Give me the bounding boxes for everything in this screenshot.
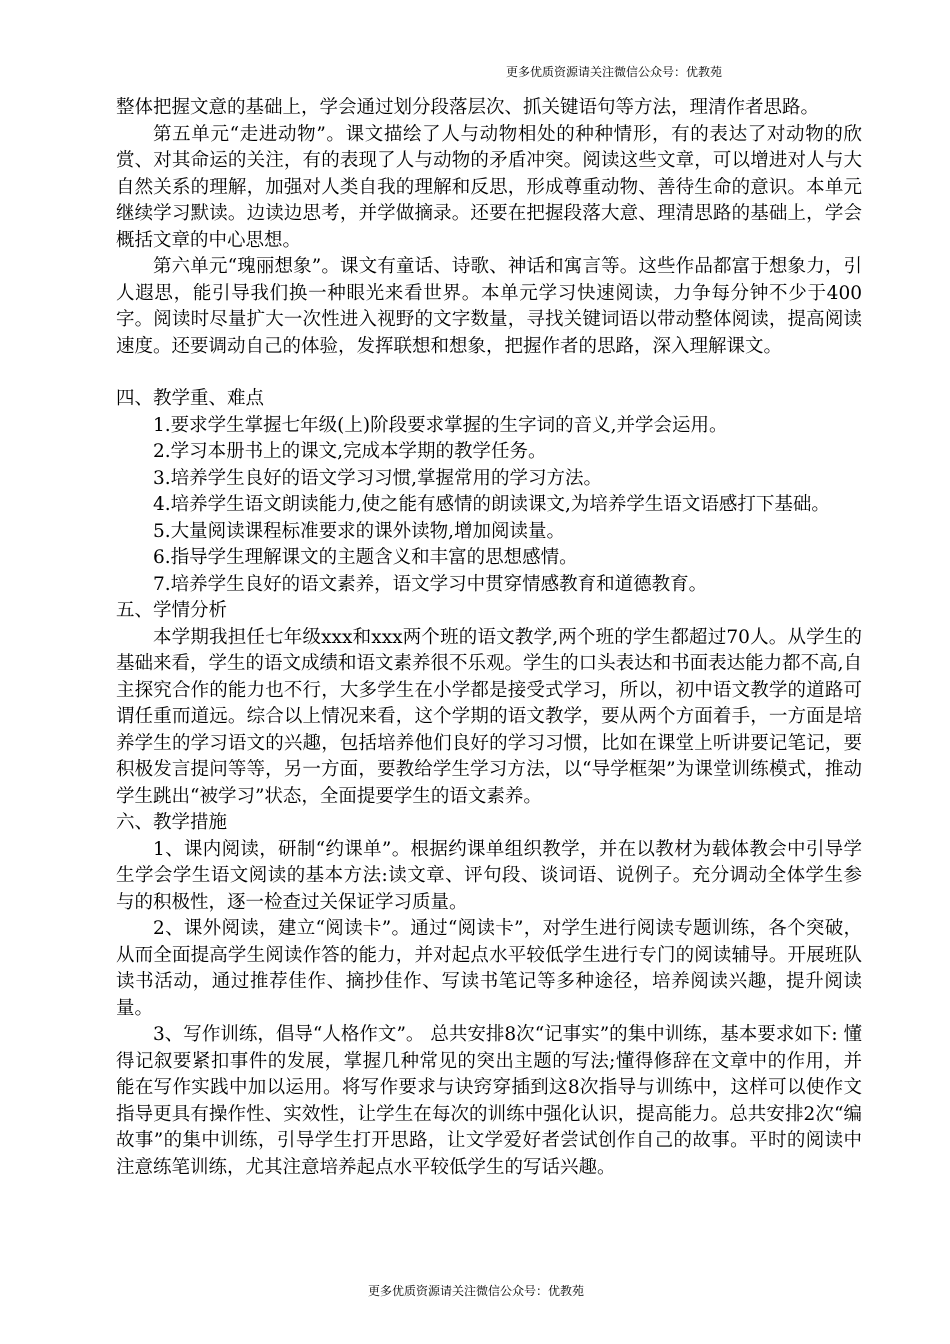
section4-item: 4.培养学生语文朗读能力,使之能有感情的朗读课文,为培养学生语文语感打下基础。 (153, 494, 830, 515)
unit6-paragraph: 第六单元“瑰丽想象”。课文有童话、诗歌、神话和寓言等。这些作品都富于想象力，引人遐思，能引导我们换一种眼光来看世界。本单元学习快速阅读，力争每分钟不少于400字。阅读时尽量扩大一次性进入视野的文字数量，寻找关键词语以带动整体阅读，提高阅读速度。还要调动自己的体验，发挥联想和想象，把握作者的思路，深入理解课文。 (116, 256, 862, 357)
unit5-paragraph: 第五单元“走进动物”。课文描绘了人与动物相处的种种情形，有的表达了对动物的欣赏、对其命运的关注，有的表现了人与动物的矛盾冲突。阅读这些文章，可以增进对人与大自然关系的理解，加强对人类自我的理解和反思，形成尊重动物、善待生命的意识。本单元继续学习默读。边读边思考，并学做摘录。还要在把握段落大意、理清思路的基础上，学会概括文章的中心思想。 (116, 123, 862, 251)
section4-item: 1.要求学生掌握七年级(上)阶段要求掌握的生字词的音义,并学会运用。 (153, 414, 728, 436)
section-spacer (116, 360, 862, 386)
document-body (116, 95, 862, 1181)
section6-item: 2、课外阅读，建立“阅读卡”。通过“阅读卡”，对学生进行阅读专题训练，各个突破，从而全面提高学生阅读作答的能力，并对起点水平较低学生进行专门的阅读辅导。开展班队读书活动，通过推荐佳作、摘抄佳作、写读书笔记等多种途径，培养阅读兴趣，提升阅读量。 (116, 918, 862, 1019)
section4-item: 5.大量阅读课程标准要求的课外读物,增加阅读量。 (153, 520, 566, 542)
section4-item: 6.指导学生理解课文的主题含义和丰富的思想感情。 (153, 547, 578, 568)
section4-item: 2.学习本册书上的课文,完成本学期的教学任务。 (153, 441, 547, 462)
intro-continuation: 整体把握文意的基础上，学会通过划分段落层次、抓关键语句等方法，理清作者思路。 (116, 97, 820, 118)
header-note: 更多优质资源请关注微信公众号：优教苑 (506, 65, 723, 79)
footer-note: 更多优质资源请关注微信公众号：优教苑 (368, 1284, 585, 1298)
section6-item: 1、课内阅读，研制“约课单”。根据约课单组织教学，并在以教材为载体教会中引导学生学会学生语文阅读的基本方法:读文章、评句段、谈词语、说例子。充分调动全体学生参与的积极性，逐一检查过关保证学习质量。 (116, 838, 862, 913)
section6-item: 3、写作训练，倡导“人格作文”。 总共安排8次“记事实”的集中训练，基本要求如下: 懂得记叙要紧扣事件的发展，掌握几种常见的突出主题的写法;懂得修辞在文章中的作用，并能在写作实践中加以运用。将写作要求与诀窍穿插到这8次指导与训练中，这样可以使作文指导更具有操作性、实效性，让学生在每次的训练中强化认识，提高能力。总共安排2次“编故事”的集中训练，引导学生打开思路，让文学爱好者尝试创作自己的故事。平时的阅读中注意练笔训练，尤其注意培养起点水平较低学生的写话兴趣。 (116, 1024, 862, 1178)
section4-item: 3.培养学生良好的语文学习习惯,掌握常用的学习方法。 (153, 467, 603, 489)
section4-heading: 四、教学重、难点 (116, 388, 265, 409)
section5-heading: 五、学情分析 (116, 600, 228, 621)
section6-heading: 六、教学措施 (116, 812, 228, 833)
section5-body: 本学期我担任七年级xxx和xxx两个班的语文教学,两个班的学生都超过70人。从学生的基础来看，学生的语文成绩和语文素养很不乐观。学生的口头表达和书面表达能力都不高,自主探究合作的能力也不行，大多学生在小学都是接受式学习，所以，初中语文教学的道路可谓任重而道远。综合以上情况来看，这个学期的语文教学，要从两个方面着手，一方面是培养学生的学习语文的兴趣，包括培养他们良好的学习习惯，比如在课堂上听讲要记笔记，要积极发言提问等等，另一方面，要教给学生学习方法，以“导学框架”为课堂训练模式，推动学生跳出“被学习”状态，全面提要学生的语文素养。 (116, 626, 862, 807)
section4-item: 7.培养学生良好的语文素养，语文学习中贯穿情感教育和道德教育。 (153, 573, 708, 595)
